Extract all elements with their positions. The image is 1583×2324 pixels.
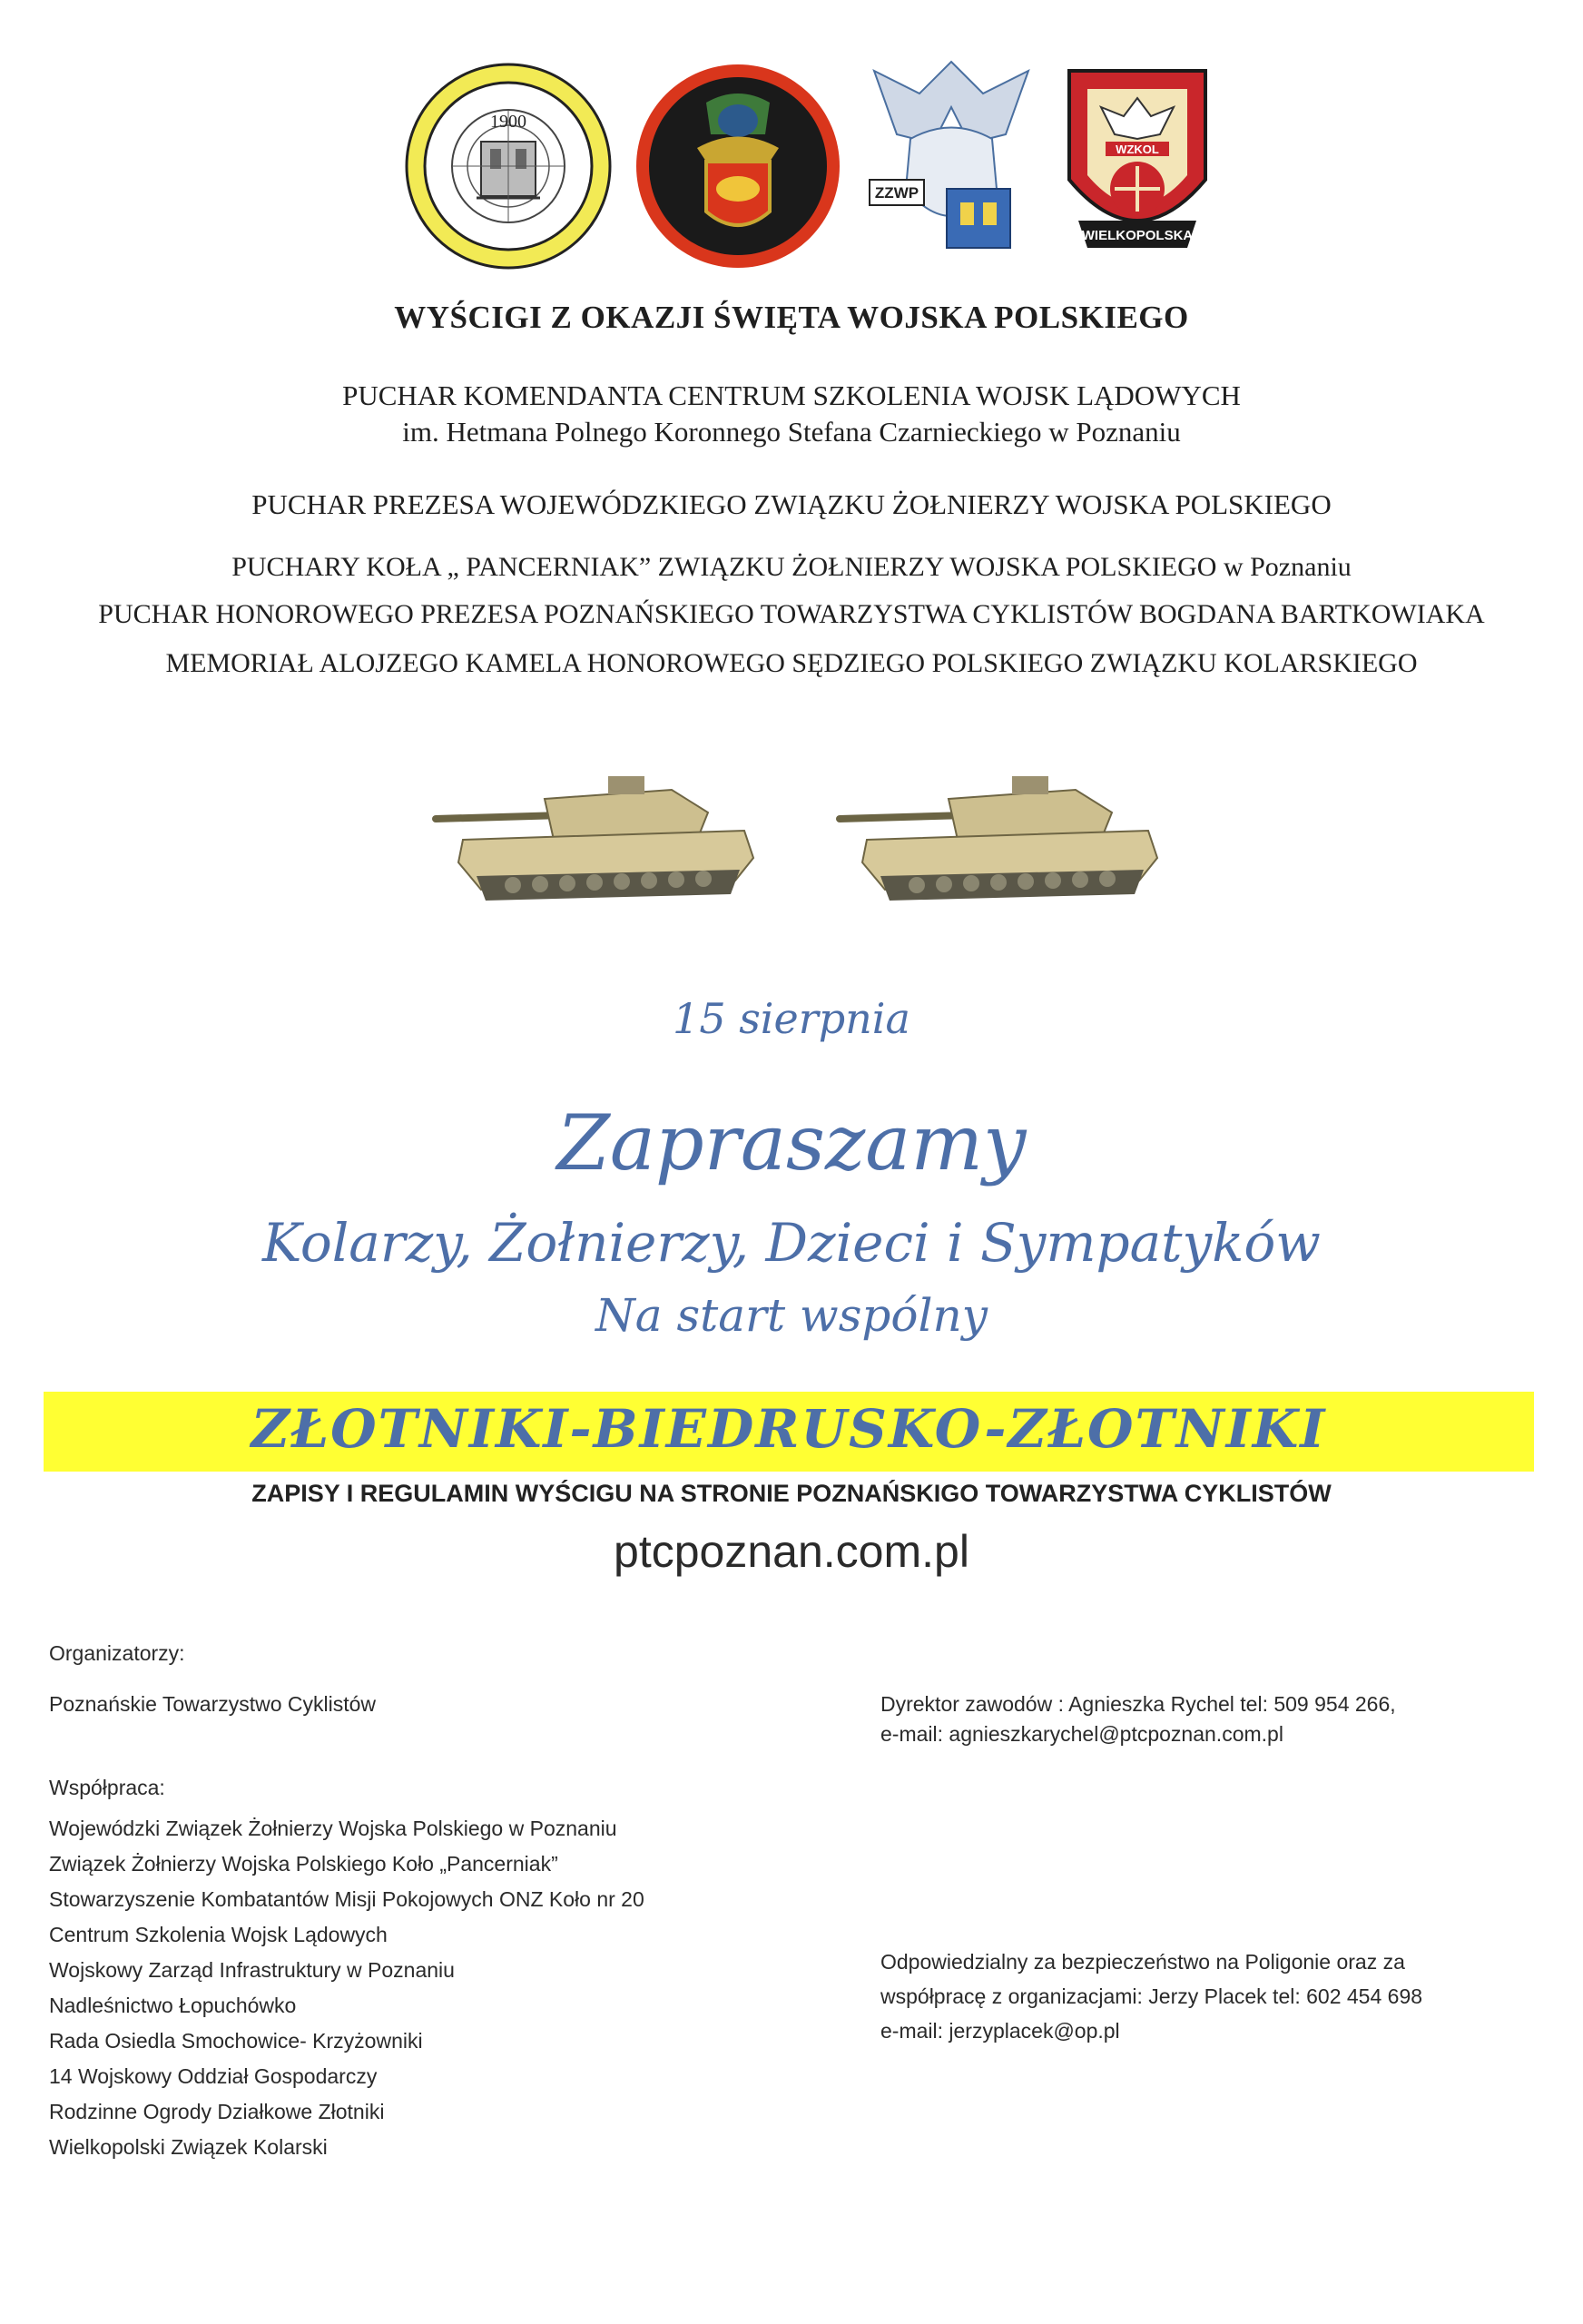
organizers-heading: Organizatorzy: (49, 1641, 185, 1665)
tank-image-right (831, 763, 1166, 908)
list-item: Wojewódzki Związek Żołnierzy Wojska Polskiego w Poznaniu (49, 1817, 617, 1840)
zzwp-logo (860, 53, 1042, 261)
ptc-logo-year: 1900 (490, 112, 526, 132)
list-item: Rodzinne Ogrody Działkowe Złotniki (49, 2100, 385, 2123)
event-title: WYŚCIGI Z OKAZJI ŚWIĘTA WOJSKA POLSKIEGO (394, 300, 1189, 335)
safety-line1: Odpowiedzialny za bezpieczeństwo na Poligonie oraz za (880, 1950, 1405, 1974)
invite-start: Na start wspólny (595, 1289, 988, 1342)
zzwp-logo-label: ZZWP (874, 184, 919, 202)
invite-headline: Zapraszamy (556, 1098, 1027, 1187)
list-item: Stowarzyszenie Kombatantów Misji Pokojowych ONZ Koło nr 20 (49, 1887, 644, 1911)
cup3: PUCHARY KOŁA „ PANCERNIAK” ZWIĄZKU ŻOŁNIERZY WOJSKA POLSKIEGO w Poznaniu (231, 552, 1352, 582)
memorial: MEMORIAŁ ALOJZEGO KAMELA HONOROWEGO SĘDZIEGO POLSKIEGO ZWIĄZKU KOLARSKIEGO (165, 648, 1418, 678)
cup1-line2: im. Hetmana Polnego Koronnego Stefana Czarnieckiego w Poznaniu (402, 416, 1181, 448)
director-line1: Dyrektor zawodów : Agnieszka Rychel tel: 509 954 266, (880, 1692, 1396, 1716)
list-item: Nadleśnictwo Łopuchówko (49, 1994, 297, 2017)
event-date: 15 sierpnia (673, 994, 910, 1043)
wzkol-logo-label: WZKOL (1116, 143, 1159, 156)
list-item: Wojskowy Zarząd Infrastruktury w Poznaniu (49, 1958, 455, 1982)
website-link[interactable]: ptcpoznan.com.pl (614, 1526, 969, 1577)
route-text: ZŁOTNIKI-BIEDRUSKO-ZŁOTNIKI (251, 1398, 1327, 1460)
wzkol-wielkopolska-logo (1060, 62, 1214, 261)
ptc-logo (404, 62, 613, 271)
cooperation-list (49, 1811, 866, 2165)
cup2: PUCHAR PREZESA WOJEWÓDZKIEGO ZWIĄZKU ŻOŁNIERZY WOJSKA POLSKIEGO (251, 488, 1332, 520)
list-item: Związek Żołnierzy Wojska Polskiego Koło „Pancerniak” (49, 1852, 558, 1876)
list-item: 14 Wojskowy Oddział Gospodarczy (49, 2064, 378, 2088)
tank-image-left (427, 763, 762, 908)
organizers-name: Poznańskie Towarzystwo Cyklistów (49, 1692, 377, 1716)
director-email[interactable]: e-mail: agnieszkarychel@ptcpoznan.com.pl (880, 1722, 1283, 1746)
list-item: Rada Osiedla Smochowice- Krzyżowniki (49, 2029, 423, 2053)
cooperation-heading: Współpraca: (49, 1776, 165, 1799)
cup4: PUCHAR HONOROWEGO PREZESA POZNAŃSKIEGO TOWARZYSTWA CYKLISTÓW BOGDANA BARTKOWIAKA (98, 599, 1485, 629)
invite-audience: Kolarzy, Żołnierzy, Dzieci i Sympatyków (262, 1212, 1321, 1274)
safety-line2: współpracę z organizacjami: Jerzy Placek tel: 602 454 698 (880, 1984, 1423, 2008)
czarniecki-coat-of-arms-logo (634, 62, 842, 271)
safety-email[interactable]: e-mail: jerzyplacek@op.pl (880, 2019, 1120, 2043)
cup1-line1: PUCHAR KOMENDANTA CENTRUM SZKOLENIA WOJSK LĄDOWYCH (342, 379, 1241, 411)
list-item: Centrum Szkolenia Wojsk Lądowych (49, 1923, 388, 1946)
wzkol-logo-ring-text: WIELKOPOLSKA (1081, 228, 1194, 243)
list-item: Wielkopolski Związek Kolarski (49, 2135, 328, 2159)
registration-note: ZAPISY I REGULAMIN WYŚCIGU NA STRONIE POZNAŃSKIGO TOWARZYSTWA CYKLISTÓW (251, 1480, 1332, 1507)
